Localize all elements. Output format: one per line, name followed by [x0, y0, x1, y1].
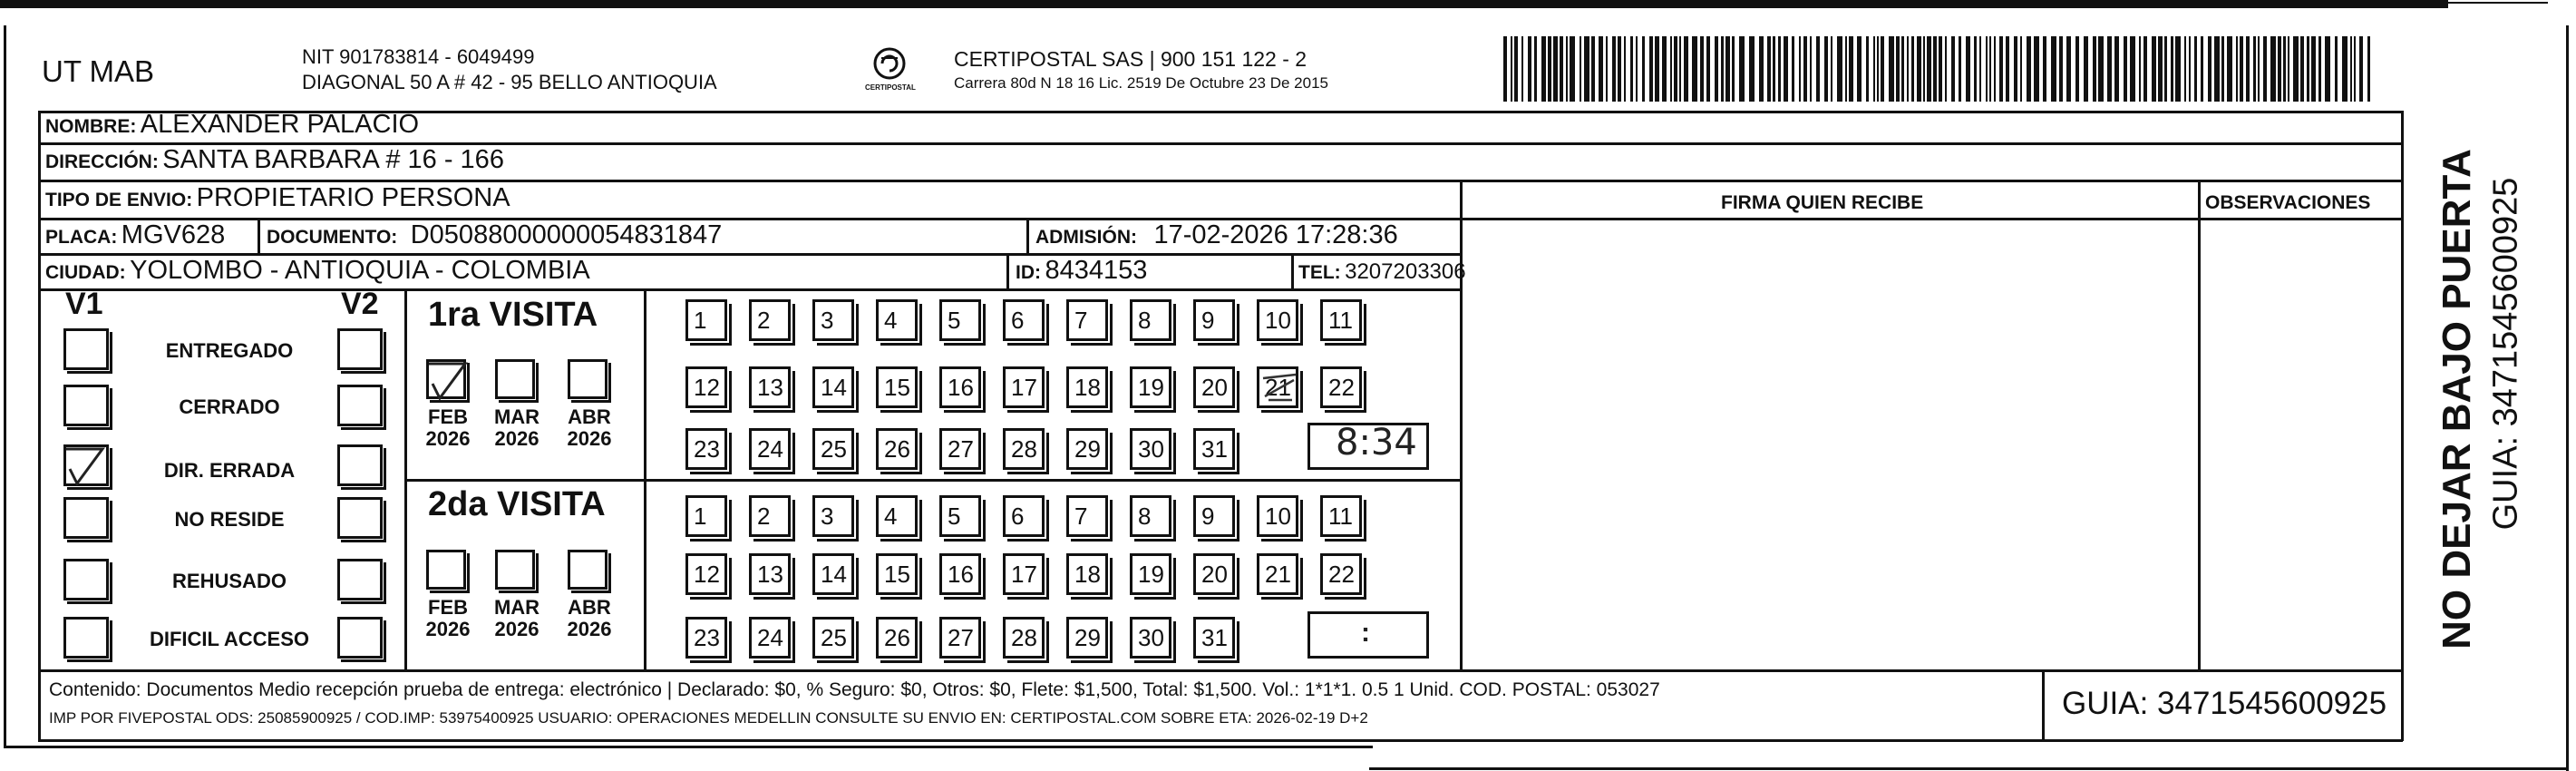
month-name: FEB [428, 405, 468, 428]
nit-text: NIT 901783814 - 6049499 [302, 45, 535, 68]
visit1-day-5[interactable]: 5 [939, 299, 981, 341]
visit1-day-6[interactable]: 6 [1003, 299, 1045, 341]
tel-label: TEL: [1298, 262, 1341, 283]
visit1-day-14[interactable]: 14 [812, 366, 854, 408]
admision-row [1035, 220, 1398, 250]
row5-bottom [38, 288, 1460, 291]
visit1-month-label [419, 406, 477, 450]
footer-bottom [38, 739, 2403, 742]
visit2-day-8[interactable]: 8 [1130, 495, 1171, 537]
guia-box-left [2042, 669, 2045, 742]
ciudad-label: CIUDAD: [45, 262, 126, 283]
certipostal-line1: CERTIPOSTAL SAS | 900 151 122 - 2 [954, 47, 1307, 71]
visit1-day-19[interactable]: 19 [1130, 366, 1171, 408]
visit2-day-20[interactable]: 20 [1193, 553, 1235, 595]
visit1-day-30[interactable]: 30 [1130, 428, 1171, 470]
contenido-text: Contenido: Documentos Medio recepción prueba de entrega: electrónico | Declarado: $0, % Seguro: $0, Otros: $0, Flete: $1,500, Total: $1,500. Vol.: 1*1*1. 0.5 1 Unid. COD. POSTAL: 053027 [49, 679, 1660, 700]
status-v1-checkbox[interactable] [63, 497, 109, 539]
main-right [2401, 111, 2404, 741]
visit1-day-27[interactable]: 27 [939, 428, 981, 470]
nombre-row [45, 110, 419, 140]
check-mark-icon [63, 442, 110, 489]
ciudad-row [45, 256, 590, 286]
observaciones-area[interactable] [2202, 220, 2401, 669]
visit2-day-19[interactable]: 19 [1130, 553, 1171, 595]
frame-bottom-right [1369, 767, 2569, 770]
frame-left [4, 25, 6, 747]
side-guia: GUIA: 3471545600925 [2486, 177, 2525, 531]
visit2-day-22[interactable]: 22 [1320, 553, 1362, 595]
visit2-day-15[interactable]: 15 [876, 553, 918, 595]
footer-guia: GUIA: 3471545600925 [2062, 686, 2387, 721]
month-year: 2026 [494, 427, 540, 450]
month-name: MAR [493, 405, 540, 428]
visit2-time-box[interactable] [1307, 611, 1429, 659]
visit2-day-16[interactable]: 16 [939, 553, 981, 595]
ciudad-value: YOLOMBO - ANTIOQUIA - COLOMBIA [130, 256, 590, 285]
visit1-title: 1ra VISITA [428, 296, 598, 334]
visit1-day-25[interactable]: 25 [812, 428, 854, 470]
visit1-day-2[interactable]: 2 [749, 299, 791, 341]
visit2-day-2[interactable]: 2 [749, 495, 791, 537]
status-v2-checkbox[interactable] [337, 385, 383, 426]
v1-header: V1 [65, 287, 103, 321]
admision-divider [1026, 218, 1029, 254]
direccion-value: SANTA BARBARA # 16 - 166 [162, 145, 504, 174]
certipostal-logo [858, 44, 921, 100]
logo-caption: CERTIPOSTAL [865, 83, 916, 92]
visit2-day-10[interactable]: 10 [1257, 495, 1298, 537]
tel-row [1298, 259, 1466, 285]
check-mark-icon [425, 356, 472, 404]
visit2-day-13[interactable]: 13 [749, 553, 791, 595]
month-name: FEB [428, 596, 468, 619]
visit1-day-8[interactable]: 8 [1130, 299, 1171, 341]
id-label: ID: [1016, 262, 1041, 283]
visit2-day-18[interactable]: 18 [1066, 553, 1108, 595]
status-v2-checkbox[interactable] [337, 559, 383, 600]
visit2-day-7[interactable]: 7 [1066, 495, 1108, 537]
month-name: ABR [568, 405, 611, 428]
imp-text: IMP POR FIVEPOSTAL ODS: 25085900925 / COD.IMP: 53975400925 USUARIO: OPERACIONES MEDELLIN CONSULTE SU ENVIO EN: CERTIPOSTAL.COM SOBRE ETA: 2026-02-19 D+2 [49, 709, 1368, 727]
visit2-day-26[interactable]: 26 [876, 617, 918, 659]
visit2-day-31[interactable]: 31 [1193, 617, 1235, 659]
placa-divider [258, 218, 260, 254]
admision-value: 17-02-2026 17:28:36 [1153, 220, 1398, 249]
visit2-day-23[interactable]: 23 [685, 617, 727, 659]
id-row [1016, 256, 1147, 286]
visit1-month-label [560, 406, 618, 450]
visit1-day-13[interactable]: 13 [749, 366, 791, 408]
visit2-month-checkbox-mar[interactable] [495, 550, 535, 590]
visit2-day-6[interactable]: 6 [1003, 495, 1045, 537]
visit1-day-15[interactable]: 15 [876, 366, 918, 408]
footer-left [38, 669, 41, 742]
visit2-day-28[interactable]: 28 [1003, 617, 1045, 659]
strike-mark-icon [1259, 369, 1301, 405]
status-v1-checkbox[interactable] [63, 444, 109, 486]
visits-mid [404, 479, 1462, 482]
visit2-day-29[interactable]: 29 [1066, 617, 1108, 659]
visit2-day-1[interactable]: 1 [685, 495, 727, 537]
visit1-day-3[interactable]: 3 [812, 299, 854, 341]
visit1-day-22[interactable]: 22 [1320, 366, 1362, 408]
main-left [38, 111, 41, 671]
barcode [1503, 36, 2374, 102]
footer-top [38, 669, 2403, 672]
status-label: DIFICIL ACCESO [149, 628, 309, 650]
certipostal-line2: Carrera 80d N 18 16 Lic. 2519 De Octubre 23 De 2015 [954, 74, 1328, 92]
visit2-time-value: : [1361, 618, 1370, 648]
status-v2-checkbox[interactable] [337, 497, 383, 539]
placa-label: PLACA: [45, 227, 118, 248]
visit2-day-17[interactable]: 17 [1003, 553, 1045, 595]
tel-value: 3207203306 [1345, 259, 1466, 284]
status-v1-checkbox[interactable] [63, 385, 109, 426]
visit1-day-18[interactable]: 18 [1066, 366, 1108, 408]
tipo-envio-row [45, 183, 510, 213]
visit1-day-10[interactable]: 10 [1257, 299, 1298, 341]
visit1-day-23[interactable]: 23 [685, 428, 727, 470]
signature-area[interactable] [1463, 220, 2196, 669]
obs-divider [2198, 180, 2201, 671]
visit1-day-1[interactable]: 1 [685, 299, 727, 341]
address-text: DIAGONAL 50 A # 42 - 95 BELLO ANTIOQUIA [302, 71, 717, 93]
month-year: 2026 [567, 427, 612, 450]
visit2-day-30[interactable]: 30 [1130, 617, 1171, 659]
visit2-title: 2da VISITA [428, 485, 606, 523]
month-year: 2026 [425, 427, 471, 450]
visit1-day-26[interactable]: 26 [876, 428, 918, 470]
status-v2-checkbox[interactable] [337, 328, 383, 370]
visit1-time-value: 8:34 [1336, 422, 1417, 464]
visit2-month-label [560, 597, 618, 640]
visit1-month-label [488, 406, 546, 450]
visit2-day-27[interactable]: 27 [939, 617, 981, 659]
visit1-day-16[interactable]: 16 [939, 366, 981, 408]
frame-right [2566, 25, 2569, 771]
month-name: ABR [568, 596, 611, 619]
documento-row [267, 220, 722, 250]
tipo-envio-value: PROPIETARIO PERSONA [196, 183, 510, 212]
visit2-day-3[interactable]: 3 [812, 495, 854, 537]
visit2-day-12[interactable]: 12 [685, 553, 727, 595]
company-name: UT MAB [42, 54, 155, 88]
visit2-day-21[interactable]: 21 [1257, 553, 1298, 595]
visit1-day-21[interactable]: 21 [1257, 366, 1298, 408]
visit2-day-25[interactable]: 25 [812, 617, 854, 659]
visit2-month-label [419, 597, 477, 640]
visit1-month-checkbox-feb[interactable] [426, 359, 466, 399]
visit2-month-checkbox-feb[interactable] [426, 550, 466, 590]
id-value: 8434153 [1045, 256, 1148, 285]
tipo-envio-label: TIPO DE ENVIO: [45, 190, 193, 210]
direccion-row [45, 145, 504, 175]
month-year: 2026 [425, 618, 471, 640]
visit2-day-5[interactable]: 5 [939, 495, 981, 537]
id-divider [1006, 253, 1009, 289]
observaciones-label: OBSERVACIONES [2205, 192, 2371, 213]
visit1-day-17[interactable]: 17 [1003, 366, 1045, 408]
visit2-month-label [488, 597, 546, 640]
firma-label: FIRMA QUIEN RECIBE [1721, 192, 1924, 213]
visit1-day-29[interactable]: 29 [1066, 428, 1108, 470]
status-label: NO RESIDE [174, 508, 285, 531]
admision-label: ADMISIÓN: [1035, 227, 1137, 248]
status-label: ENTREGADO [165, 339, 294, 362]
visit1-day-4[interactable]: 4 [876, 299, 918, 341]
right-panel-left [1460, 180, 1463, 671]
visit1-day-28[interactable]: 28 [1003, 428, 1045, 470]
visit1-day-31[interactable]: 31 [1193, 428, 1235, 470]
status-v1-checkbox[interactable] [63, 559, 109, 600]
visit1-day-11[interactable]: 11 [1320, 299, 1362, 341]
tel-divider [1291, 253, 1294, 289]
visit1-day-9[interactable]: 9 [1193, 299, 1235, 341]
status-v2-checkbox[interactable] [337, 617, 383, 659]
v2-header: V2 [341, 287, 379, 321]
month-name: MAR [493, 596, 540, 619]
month-year: 2026 [567, 618, 612, 640]
visit2-month-checkbox-abr[interactable] [568, 550, 608, 590]
row2-bottom [38, 180, 2403, 182]
side-warning: NO DEJAR BAJO PUERTA [2435, 149, 2479, 649]
nombre-value: ALEXANDER PALACIO [140, 110, 420, 139]
status-v1-checkbox[interactable] [63, 328, 109, 370]
status-v1-checkbox[interactable] [63, 617, 109, 659]
direccion-label: DIRECCIÓN: [45, 151, 159, 172]
frame-bottom [4, 746, 1373, 748]
documento-label: DOCUMENTO: [267, 227, 398, 248]
visit2-day-9[interactable]: 9 [1193, 495, 1235, 537]
visit1-day-24[interactable]: 24 [749, 428, 791, 470]
visit1-day-7[interactable]: 7 [1066, 299, 1108, 341]
nombre-label: NOMBRE: [45, 116, 137, 137]
placa-row [45, 220, 225, 250]
visit1-time-box[interactable] [1307, 423, 1429, 470]
status-v2-checkbox[interactable] [337, 444, 383, 486]
visit2-day-14[interactable]: 14 [812, 553, 854, 595]
visit2-day-4[interactable]: 4 [876, 495, 918, 537]
visit1-month-checkbox-abr[interactable] [568, 359, 608, 399]
visit1-month-checkbox-mar[interactable] [495, 359, 535, 399]
visit2-day-11[interactable]: 11 [1320, 495, 1362, 537]
visit2-day-24[interactable]: 24 [749, 617, 791, 659]
visit1-day-20[interactable]: 20 [1193, 366, 1235, 408]
top-border [0, 0, 2448, 8]
visit1-day-12[interactable]: 12 [685, 366, 727, 408]
status-label: CERRADO [179, 395, 280, 418]
status-label: REHUSADO [172, 570, 287, 592]
month-year: 2026 [494, 618, 540, 640]
placa-value: MGV628 [121, 220, 226, 249]
status-label: DIR. ERRADA [163, 459, 296, 482]
documento-value: D05088000000054831847 [410, 220, 723, 249]
top-border-thin [2448, 2, 2548, 4]
